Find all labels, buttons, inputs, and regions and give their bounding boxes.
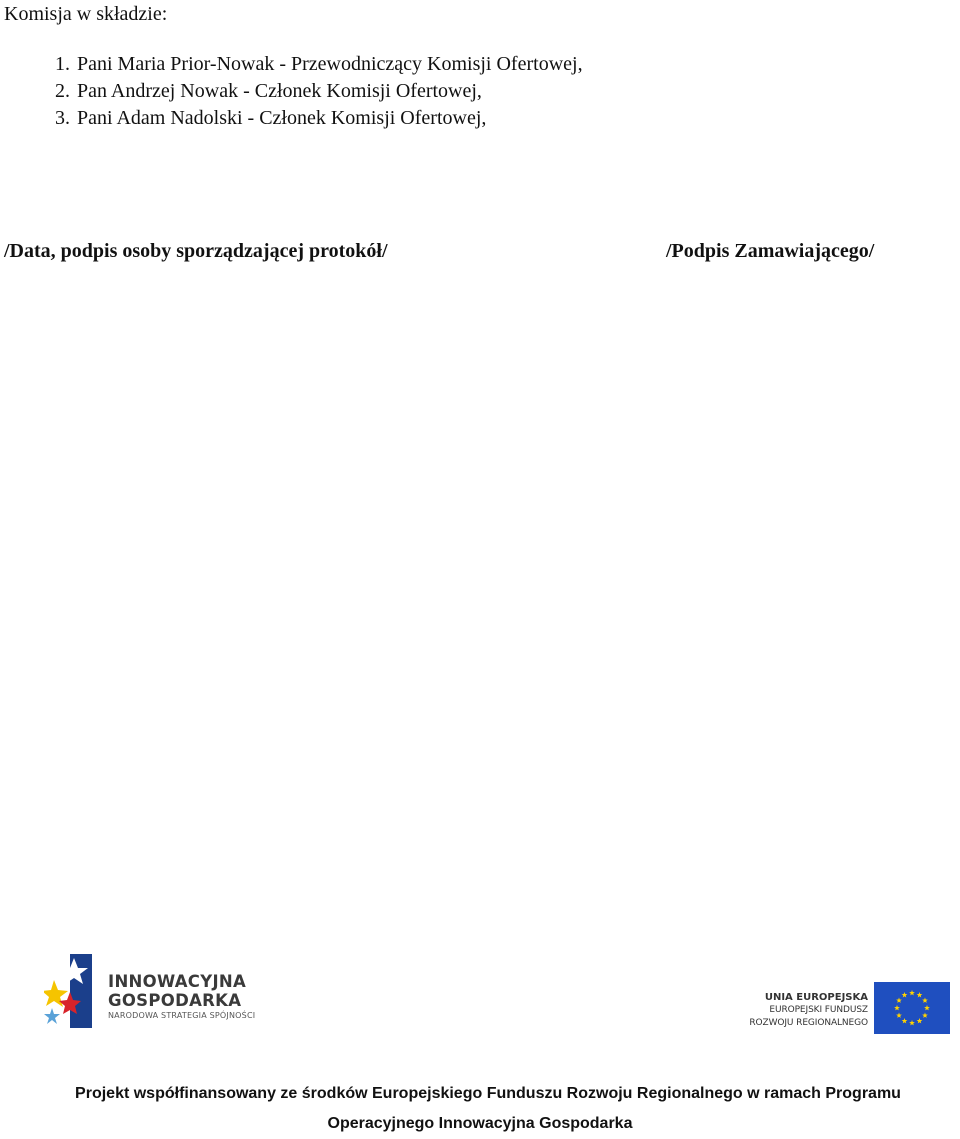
logo-line-2: GOSPODARKA (108, 991, 242, 1010)
committee-heading: Komisja w składzie: (4, 3, 168, 25)
eu-line-2: EUROPEJSKI FUNDUSZ (769, 1005, 868, 1015)
logo-line-3: NARODOWA STRATEGIA SPÓJNOŚCI (108, 1011, 256, 1020)
eu-line-1: UNIA EUROPEJSKA (764, 992, 868, 1003)
logo-line-1: INNOWACYJNA (108, 972, 247, 991)
star-emblem-icon (44, 950, 102, 1030)
eu-flag-icon (874, 982, 950, 1034)
members-list (40, 51, 583, 132)
footer-line-1: Projekt współfinansowany ze środków Europejskiego Funduszu Rozwoju Regionalnego w ramach Programu (75, 1085, 901, 1102)
footer-line-2: Operacyjnego Innowacyjna Gospodarka (327, 1115, 633, 1132)
eu-logo (740, 980, 952, 1038)
list-item: 1. Pani Maria Prior-Nowak - Przewodniczący Komisji Ofertowej, (55, 53, 583, 75)
innowacyjna-gospodarka-logo (44, 950, 284, 1032)
eu-line-3: ROZWOJU REGIONALNEGO (749, 1018, 868, 1028)
signature-orderer: /Podpis Zamawiającego/ (666, 240, 875, 262)
list-item: 2. Pan Andrzej Nowak - Członek Komisji Ofertowej, (55, 80, 482, 102)
list-item: 3. Pani Adam Nadolski - Członek Komisji Ofertowej, (55, 107, 487, 129)
signature-preparer: /Data, podpis osoby sporządzającej protokół/ (4, 240, 388, 262)
